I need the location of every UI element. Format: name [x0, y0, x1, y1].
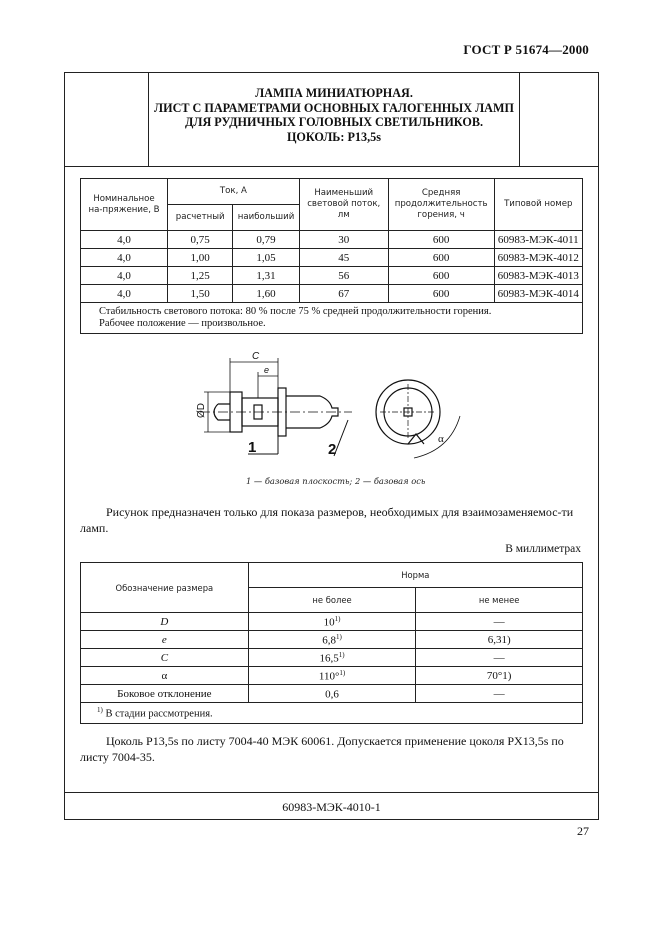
- table-cell: 56: [299, 267, 388, 285]
- table-cell: 0,75: [168, 231, 233, 249]
- header-right-cell: [519, 72, 599, 167]
- min-cell: —: [416, 685, 583, 703]
- max-cell: 110°$^{1)}$: [248, 667, 416, 685]
- table-row: [81, 285, 583, 303]
- min-cell: 6,31): [416, 631, 583, 649]
- current-max-header: наибольший: [233, 205, 299, 231]
- table-cell: 1,25: [168, 267, 233, 285]
- voltage-header: Номинальное на-пряжение, В: [81, 179, 168, 231]
- max-cell: 6,8$^{1)}$: [248, 631, 416, 649]
- min-cell: 70°1): [416, 667, 583, 685]
- table-cell: 60983-МЭК-4013: [494, 267, 582, 285]
- table-row: [81, 685, 583, 703]
- base-drawing: [180, 350, 480, 472]
- base-reference-paragraph: Цоколь P13,5s по листу 7004-40 МЭК 60061. Допускается применение цоколя PX13,5s по листу 7004-35.: [80, 734, 564, 764]
- parameters-table: [80, 178, 583, 334]
- table-cell: 600: [388, 249, 494, 267]
- table-note: [81, 303, 583, 334]
- header-left-cell: [64, 72, 149, 167]
- dimension-name: C: [81, 649, 249, 667]
- title-line: ЛАМПА МИНИАТЮРНАЯ.: [255, 86, 413, 100]
- units-label: В миллиметрах: [505, 543, 581, 555]
- norm-header: Норма: [248, 563, 582, 588]
- callout-2: 2: [328, 441, 337, 458]
- table-row: [81, 667, 583, 685]
- figure-note-paragraph: Рисунок предназначен только для показа размеров, необходимых для взаимозаменяемос-ти ламп.: [80, 505, 574, 535]
- table-row: [81, 649, 583, 667]
- table-cell: 30: [299, 231, 388, 249]
- current-calc-header: расчетный: [168, 205, 233, 231]
- dimension-name: Боковое отклонение: [81, 685, 249, 703]
- table-cell: 45: [299, 249, 388, 267]
- max-cell: 10$^{1)}$: [248, 613, 416, 631]
- note-line: Стабильность светового потока: 80 % после 75 % средней продолжительности горения.: [99, 306, 492, 317]
- max-cell: 16,5$^{1)}$: [248, 649, 416, 667]
- table-cell: 0,79: [233, 231, 299, 249]
- title-line: ЦОКОЛЬ: P13,5s: [287, 129, 381, 144]
- sheet-title: [149, 86, 519, 144]
- table-cell: 4,0: [81, 231, 168, 249]
- table-cell: 1,05: [233, 249, 299, 267]
- sheet-id: 60983-МЭК-4010-1: [282, 800, 381, 814]
- table-cell: 60983-МЭК-4011: [494, 231, 582, 249]
- table-cell: 1,60: [233, 285, 299, 303]
- max-header: не более: [248, 588, 416, 613]
- dimension-name-header: Обозначение размера: [81, 563, 249, 613]
- type-header: Типовой номер: [494, 179, 582, 231]
- dimensions-table: [80, 562, 583, 724]
- min-header: не менее: [416, 588, 583, 613]
- table-row: [81, 249, 583, 267]
- table-row: [81, 267, 583, 285]
- flux-header: Наименьший световой поток, лм: [299, 179, 388, 231]
- table-footnote: $^{1)}$ В стадии рассмотрения.: [81, 703, 583, 724]
- table-row: [81, 613, 583, 631]
- standard-number: ГОСТ Р 51674—2000: [463, 42, 589, 57]
- dimension-name: D: [81, 613, 249, 631]
- label-d: ØD: [196, 403, 207, 418]
- footer-divider: [64, 792, 599, 793]
- page-number: 27: [577, 824, 589, 838]
- table-cell: 4,0: [81, 285, 168, 303]
- note-line: Рабочее положение — произвольное.: [99, 318, 266, 329]
- callout-1: 1: [248, 439, 257, 456]
- table-cell: 60983-МЭК-4012: [494, 249, 582, 267]
- table-cell: 1,31: [233, 267, 299, 285]
- min-cell: —: [416, 613, 583, 631]
- table-cell: 4,0: [81, 249, 168, 267]
- label-e: e: [264, 365, 270, 375]
- table-cell: 600: [388, 267, 494, 285]
- table-row: [81, 231, 583, 249]
- label-c: C: [252, 351, 260, 362]
- life-header: Средняя продолжительность горения, ч: [388, 179, 494, 231]
- dimension-name: e: [81, 631, 249, 649]
- table-row: [81, 631, 583, 649]
- table-cell: 67: [299, 285, 388, 303]
- figure-caption: 1 — базовая плоскость; 2 — базовая ось: [246, 476, 426, 486]
- table-cell: 1,00: [168, 249, 233, 267]
- dimension-name: α: [81, 667, 249, 685]
- max-cell: 0,6: [248, 685, 416, 703]
- alpha-arc: [414, 416, 460, 458]
- current-header: Ток, А: [168, 179, 300, 205]
- table-cell: 600: [388, 285, 494, 303]
- table-cell: 60983-МЭК-4014: [494, 285, 582, 303]
- table-cell: 600: [388, 231, 494, 249]
- title-line: ЛИСТ С ПАРАМЕТРАМИ ОСНОВНЫХ ГАЛОГЕННЫХ ЛАМП: [154, 100, 514, 115]
- min-cell: —: [416, 649, 583, 667]
- table-cell: 1,50: [168, 285, 233, 303]
- table-cell: 4,0: [81, 267, 168, 285]
- label-alpha: α: [438, 433, 444, 445]
- title-line: ДЛЯ РУДНИЧНЫХ ГОЛОВНЫХ СВЕТИЛЬНИКОВ.: [184, 115, 483, 129]
